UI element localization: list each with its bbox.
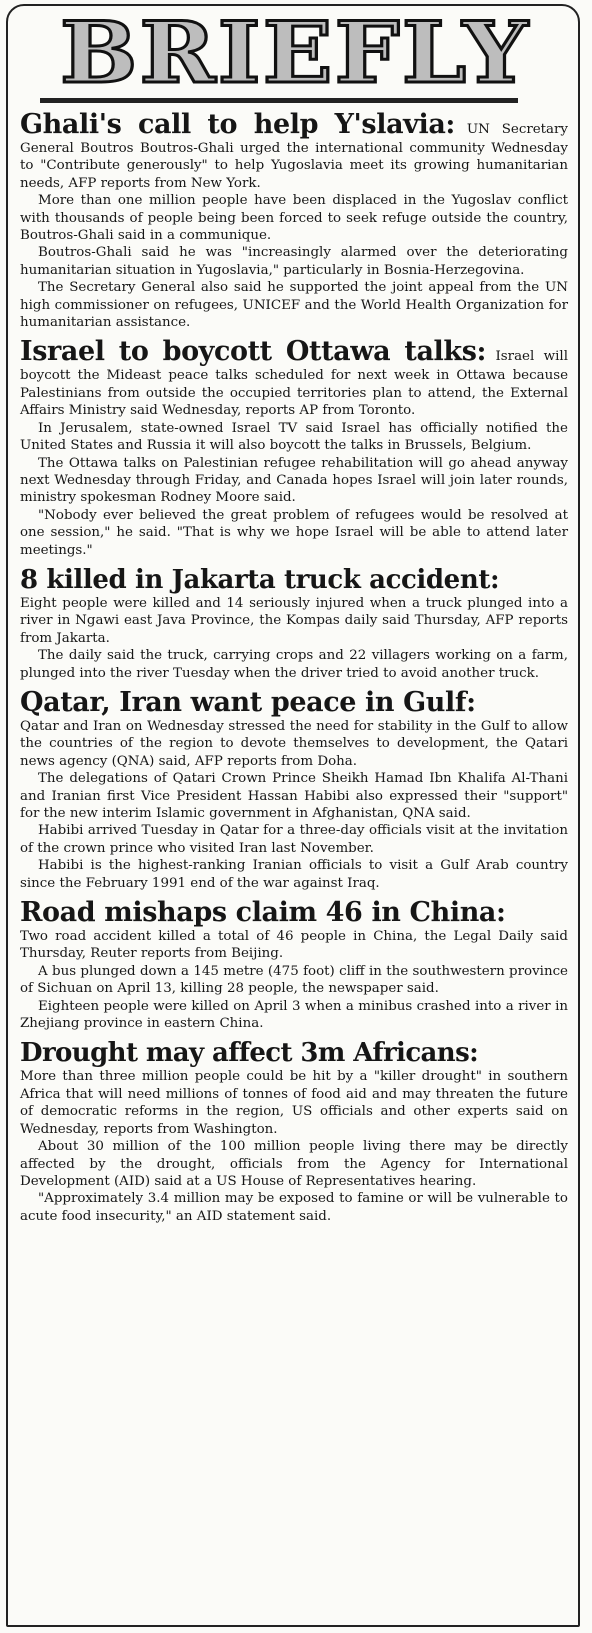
story-paragraph: The Ottawa talks on Palestinian refugee rehabilitation will go ahead anyway next Wednesday through Friday, and Canada hopes Israel will join later rounds, ministry spokesman Rodney Moore said. <box>20 455 568 506</box>
story-headline: Israel to boycott Ottawa talks: <box>20 336 487 368</box>
story-paragraph: Two road accident killed a total of 46 people in China, the Legal Daily said Thursday, Reuter reports from Beijing. <box>20 929 568 962</box>
brief-story-drought <box>20 1038 568 1225</box>
story-paragraph: Eighteen people were killed on April 3 when a minibus crashed into a river in Zhejiang province in eastern China. <box>20 998 568 1032</box>
story-paragraph: A bus plunged down a 145 metre (475 foot) cliff in the southwestern province of Sichuan on April 13, killing 28 people, the newspaper said. <box>20 963 568 997</box>
story-headline: Ghali's call to help Y'slavia: <box>20 109 455 140</box>
briefs-column <box>20 110 568 1231</box>
story-headline: 8 killed in Jakarta truck accident: <box>20 564 500 595</box>
brief-story-jakarta <box>20 565 568 682</box>
brief-story-israel <box>20 337 568 558</box>
brief-story-qatar-iran <box>20 688 568 892</box>
story-paragraph: "Nobody ever believed the great problem of refugees would be resolved at one session," he said. "That is why we hope Israel will be able to attend later meetings." <box>20 507 568 558</box>
story-paragraph: The delegations of Qatari Crown Prince Sheikh Hamad Ibn Khalifa Al-Thani and Iranian first Vice President Hassan Habibi also expressed their "support" for the new interim Islamic government in Afghanistan, QNA said. <box>20 771 568 821</box>
masthead-rule <box>40 98 518 103</box>
story-paragraph: Eight people were killed and 14 seriously injured when a truck plunged into a river in Ngawi east Java Province, the Kompas daily said Thursday, AFP reports from Jakarta. <box>20 595 568 646</box>
story-paragraph: The daily said the truck, carrying crops and 22 villagers working on a farm, plunged into the river Tuesday when the driver tried to avoid another truck. <box>20 648 568 681</box>
story-paragraph: "Approximately 3.4 million may be exposed to famine or will be vulnerable to acute food insecurity," an AID statement said. <box>20 1191 568 1224</box>
story-paragraph: Habibi arrived Tuesday in Qatar for a three-day officials visit at the invitation of the crown prince who visited Iran last November. <box>20 823 568 856</box>
story-headline: Qatar, Iran want peace in Gulf: <box>20 686 476 718</box>
story-paragraph: More than one million people have been displaced in the Yugoslav conflict with thousands of people being been forced to seek refuge outside the country, Boutros-Ghali said in a communique. <box>20 193 568 244</box>
story-paragraph: Boutros-Ghali said he was "increasingly alarmed over the deteriorating humanitarian situation in Yugoslavia," particularly in Bosnia-Herzegovina. <box>20 245 568 278</box>
masthead-briefly <box>40 8 550 96</box>
story-paragraph: Qatar and Iran on Wednesday stressed the need for stability in the Gulf to allow the countries of the region to devote themselves to development, the Qatari news agency (QNA) said, AFP reports from Doha. <box>20 718 568 769</box>
story-paragraph: UN Secretary General Boutros Boutros-Ghali urged the international community Wednesday to "Contribute generously" to help Yugoslavia meet its growing humanitarian needs, AFP reports from New York. <box>20 122 568 191</box>
story-paragraph: In Jerusalem, state-owned Israel TV said Israel has officially notified the United States and Russia it will also boycott the talks in Brussels, Belgium. <box>20 420 568 454</box>
story-paragraph: Habibi is the highest-ranking Iranian officials to visit a Gulf Arab country since the February 1991 end of the war against Iraq. <box>20 858 568 891</box>
masthead-title: BRIEFLY <box>60 8 530 96</box>
story-paragraph: Israel will boycott the Mideast peace talks scheduled for next week in Ottawa because Palestinians from outside the occupied territories plan to attend, the External Affairs Ministry said Wednesday, reports AP from Toronto. <box>20 349 568 419</box>
story-paragraph: The Secretary General also said he supported the joint appeal from the UN high commissioner on refugees, UNICEF and the World Health Organization for humanitarian assistance. <box>20 280 568 331</box>
story-headline: Road mishaps claim 46 in China: <box>20 897 506 929</box>
brief-story-ghali <box>20 110 568 331</box>
story-headline: Drought may affect 3m Africans: <box>20 1038 479 1069</box>
story-paragraph: About 30 million of the 100 million people living there may be directly affected by the drought, officials from the Agency for International Development (AID) said at a US House of Representatives hearing. <box>20 1139 568 1189</box>
story-paragraph: More than three million people could be hit by a "killer drought" in southern Africa that will need millions of tonnes of food aid and may threaten the future of democratic reforms in the region, US officials and other experts said on Wednesday, reports from Washington. <box>20 1069 568 1137</box>
brief-story-china <box>20 898 568 1032</box>
